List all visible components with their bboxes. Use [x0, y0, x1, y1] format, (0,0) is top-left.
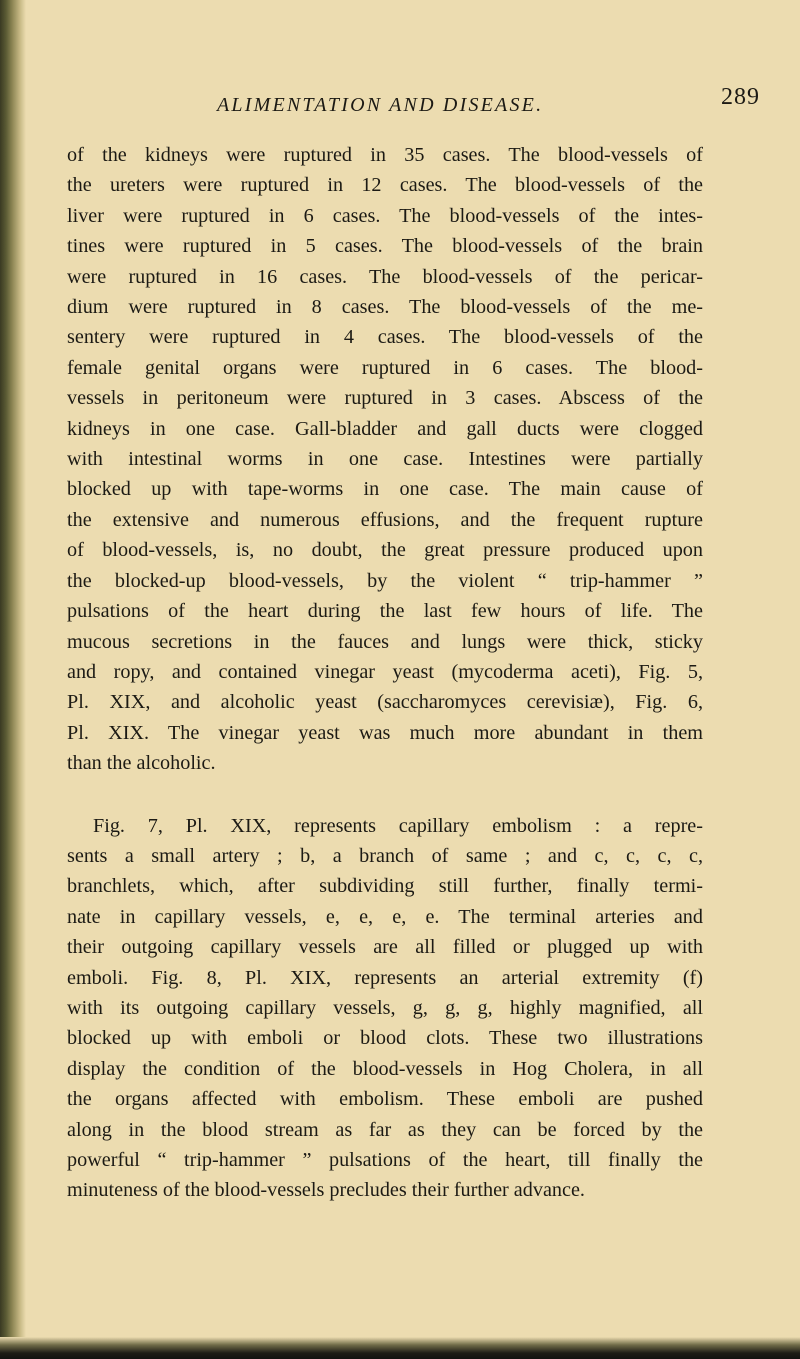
text-line: the extensive and numerous effusions, and the frequent rupture: [67, 508, 703, 531]
text-line: their outgoing capillary vessels are all filled or plugged up with: [67, 936, 703, 959]
text-line: than the alcoholic.: [67, 752, 216, 775]
body-text: [67, 140, 703, 1206]
text-line: the organs affected with embolism. These emboli are pushed: [67, 1088, 703, 1111]
text-line: Fig. 7, Pl. XIX, represents capillary embolism : a repre-: [93, 814, 703, 837]
text-line: liver were ruptured in 6 cases. The blood-vessels of the intes-: [67, 204, 703, 227]
text-line: were ruptured in 16 cases. The blood-vessels of the pericar-: [67, 265, 703, 288]
text-line: powerful “ trip-hammer ” pulsations of the heart, till finally the: [67, 1149, 703, 1171]
text-line: mucous secretions in the fauces and lungs were thick, sticky: [67, 630, 703, 653]
text-line: kidneys in one case. Gall-bladder and gall ducts were clogged: [67, 417, 703, 440]
text-line: along in the blood stream as far as they can be forced by the: [67, 1118, 703, 1141]
text-line: display the condition of the blood-vessels in Hog Cholera, in all: [67, 1057, 703, 1080]
running-title: ALIMENTATION AND DISEASE.: [217, 94, 544, 116]
text-line: branchlets, which, after subdividing still further, finally termi-: [67, 875, 703, 898]
paragraph-gap: [67, 779, 703, 811]
text-line: Pl. XIX, and alcoholic yeast (saccharomyces cerevisiæ), Fig. 6,: [67, 691, 703, 714]
text-line: blocked up with tape-worms in one case. The main cause of: [67, 478, 703, 501]
text-line: sents a small artery ; b, a branch of same ; and c, c, c, c,: [67, 844, 703, 867]
text-line: pulsations of the heart during the last few hours of life. The: [67, 600, 703, 623]
text-line: with intestinal worms in one case. Intestines were partially: [67, 448, 703, 471]
text-line: dium were ruptured in 8 cases. The blood-vessels of the me-: [67, 296, 703, 319]
page-header: [100, 84, 760, 130]
text-line: the ureters were ruptured in 12 cases. The blood-vessels of the: [67, 174, 703, 197]
text-line: minuteness of the blood-vessels precludes their further advance.: [67, 1179, 585, 1202]
text-line: the blocked-up blood-vessels, by the violent “ trip-hammer ”: [67, 569, 703, 592]
text-line: tines were ruptured in 5 cases. The blood-vessels of the brain: [67, 235, 703, 258]
text-line: Pl. XIX. The vinegar yeast was much more abundant in them: [67, 721, 703, 744]
page-number: 289: [721, 84, 760, 110]
book-spine-shadow: [0, 0, 26, 1359]
text-line: blocked up with emboli or blood clots. These two illustrations: [67, 1027, 703, 1050]
text-line: and ropy, and contained vinegar yeast (mycoderma aceti), Fig. 5,: [67, 660, 703, 683]
text-line: nate in capillary vessels, e, e, e, e. The terminal arteries and: [67, 905, 703, 928]
text-line: vessels in peritoneum were ruptured in 3 cases. Abscess of the: [67, 387, 703, 410]
text-line: of blood-vessels, is, no doubt, the great pressure produced upon: [67, 539, 703, 562]
text-line: female genital organs were ruptured in 6 cases. The blood-: [67, 356, 703, 379]
page-bottom-edge: [0, 1337, 800, 1359]
text-line: with its outgoing capillary vessels, g, g, g, highly magnified, all: [67, 996, 703, 1019]
text-line: emboli. Fig. 8, Pl. XIX, represents an arterial extremity (f): [67, 966, 703, 989]
text-line: of the kidneys were ruptured in 35 cases. The blood-vessels of: [67, 144, 703, 166]
text-line: sentery were ruptured in 4 cases. The blood-vessels of the: [67, 326, 703, 349]
paragraph-2: [67, 811, 703, 1206]
paragraph-1: [67, 140, 703, 779]
